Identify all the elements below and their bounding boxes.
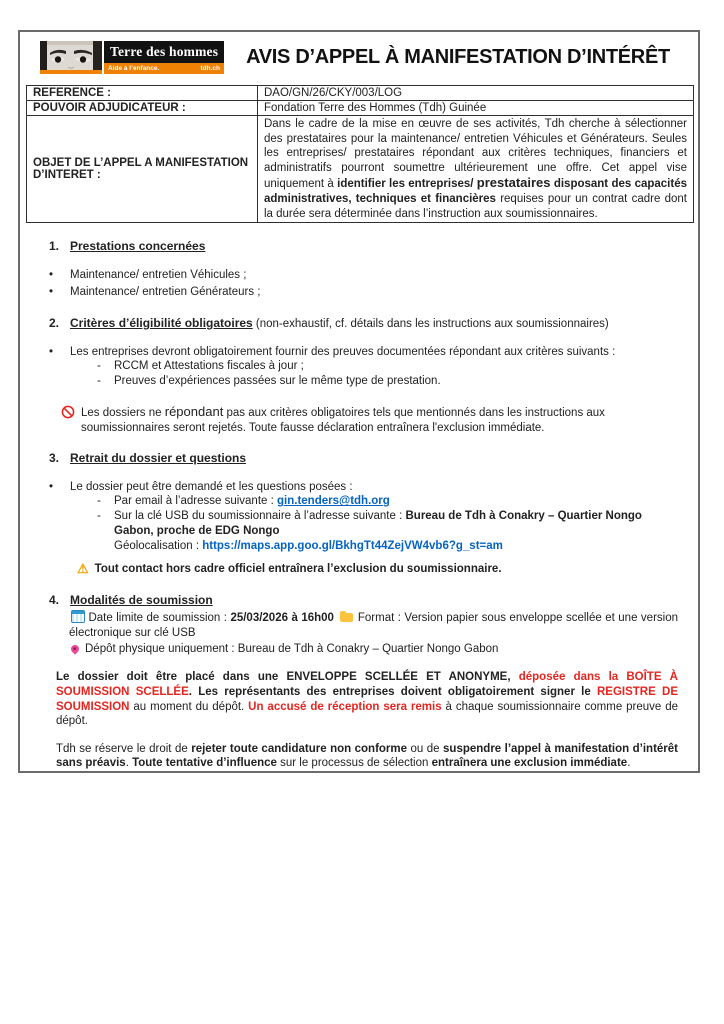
text-run: ,: [507, 671, 519, 684]
text-run: déposée dans la BOÎTE À SOUMISSION SCELLÉE: [56, 671, 678, 699]
text-run: .: [125, 757, 133, 770]
text-run: à chaque soumissionnaire comme preuve de dépôt.: [56, 700, 678, 728]
list-item: [49, 268, 684, 283]
text-run: Date limite de soumission :: [85, 612, 231, 625]
dash-icon: -: [97, 510, 101, 523]
text-run: Sur la clé USB du soumissionnaire à l’adresse suivante :: [114, 510, 406, 523]
text-run: .: [188, 686, 199, 699]
deadline-format-line: [69, 610, 678, 640]
row-value: Fondation Terre des Hommes (Tdh) Guinée: [258, 101, 694, 116]
sub-item-text: RCCM et Attestations fiscales à jour ;: [114, 360, 304, 373]
email-line: [114, 494, 684, 509]
text-run: suspendre l’appel à manifestation d’intérêt sans préavis: [56, 742, 679, 770]
row-label: REFERENCE :: [27, 86, 258, 101]
contact-warning: [77, 562, 684, 577]
envelope-instructions-paragraph: [56, 670, 678, 728]
deposit-line-text: Dépôt physique uniquement : Bureau de Tdh à Conakry – Quartier Nongo Gabon: [85, 642, 499, 655]
brand-box: [104, 41, 224, 74]
bullet-icon: •: [49, 345, 54, 358]
deposit-line: [69, 642, 684, 657]
text-run: Un accusé de réception sera remis: [248, 700, 442, 713]
email-link[interactable]: gin.tenders@tdh.org: [277, 495, 390, 508]
text-run: sur le processus de sélection: [276, 757, 432, 770]
text-run: Format : Version papier sous enveloppe scellée et une version électronique sur clé USB: [69, 612, 679, 640]
text-run: Tdh se réserve le droit de: [56, 742, 192, 755]
list-item: [49, 285, 684, 300]
section-2-heading: [49, 316, 684, 332]
tdh-logo: [40, 41, 224, 74]
section-number: 4.: [49, 592, 60, 607]
sub-list-item: [97, 494, 684, 509]
bullet-text: Maintenance/ entretien Véhicules ;: [70, 268, 247, 281]
text-run: rejeter toute candidature non conforme: [191, 742, 408, 755]
section-title: Critères d’éligibilité obligatoires: [70, 315, 253, 330]
prohibited-icon: [61, 405, 75, 419]
text-run: répondant: [164, 403, 224, 419]
text-run: Dans le cadre de la mise en œuvre de ses activités, Tdh cherche à sélectionner des prestataires pour la maintenance/ entretien Véhicules et Générateurs. Seules les entreprises/ prestataires répondant aux critères techniques, financiers et administratifs pourront soumettre ultérieurement une offre. Cet appel vise uniquement à: [264, 118, 687, 191]
sub-list-item: [97, 374, 684, 389]
logo-tagline: Aide à l’enfance.: [108, 65, 160, 72]
bullet-icon: •: [49, 268, 54, 281]
document-title: AVIS D’APPEL À MANIFESTATION D’INTÉRÊT: [246, 46, 670, 68]
text-run: disposant des capacités administratives, techniques et financières: [264, 178, 687, 205]
bullet-text: Les entreprises devront obligatoirement fournir des preuves documentées répondant aux critères suivants :: [70, 345, 616, 358]
text-run: prestataires: [476, 175, 551, 191]
sub-list-item: [97, 359, 684, 374]
bullet-icon: •: [49, 286, 54, 299]
logo-site: tdh.ch: [200, 65, 220, 72]
bullet-text: Le dossier peut être demandé et les questions posées :: [70, 480, 353, 493]
section-title: Prestations concernées: [70, 239, 206, 254]
rejection-note-text: [81, 404, 667, 435]
child-eyes-icon: [40, 41, 102, 74]
text-run: Géolocalisation :: [114, 539, 203, 552]
document-body: [20, 239, 698, 771]
rights-reservation-paragraph: [56, 742, 678, 771]
contact-warning-text: Tout contact hors cadre officiel entraînera l’exclusion du soumissionnaire.: [94, 563, 502, 576]
section-number: 3.: [49, 451, 60, 466]
text-run: .: [627, 757, 631, 770]
section-4-heading: [49, 593, 684, 608]
text-run: Le dossier doit être placé dans une ENVELOPPE SCELLÉE ET ANONYME: [56, 671, 508, 684]
text-run: Les dossiers ne: [81, 406, 165, 419]
bullet-icon: •: [49, 480, 54, 493]
row-value: DAO/GN/26/CKY/003/LOG: [258, 86, 694, 101]
warning-icon: ⚠: [77, 561, 89, 577]
sub-item-text: Preuves d’expériences passées sur le même type de prestation.: [114, 375, 441, 388]
text-run: ou de: [407, 742, 444, 755]
document-header: [20, 32, 698, 78]
text-run: Toute tentative d’influence: [132, 757, 277, 770]
row-label: POUVOIR ADJUDICATEUR :: [27, 101, 258, 116]
section-number: 2.: [49, 315, 60, 330]
rejection-note: [61, 404, 684, 435]
maps-link[interactable]: https://maps.app.goo.gl/BkhgTt44ZejVW4vb6?g_st=am: [202, 539, 503, 552]
dash-icon: -: [97, 375, 101, 388]
list-item: [49, 345, 684, 360]
section-title: Modalités de soumission: [70, 592, 213, 607]
pin-icon: [69, 643, 80, 654]
row-label: OBJET DE L’APPEL A MANIFESTATION D’INTERET :: [27, 116, 258, 223]
text-run: Bureau de Tdh à Conakry – Quartier Nongo Gabon, proche de EDG Nongo: [114, 510, 642, 537]
section-title-suffix: (non-exhaustif, cf. détails dans les instructions aux soumissionnaires): [252, 317, 609, 330]
section-title: Retrait du dossier et questions: [70, 451, 247, 466]
text-run: pas aux critères obligatoires tels que mentionnés dans les instructions aux soumissionnaires seront rejetés. Toute fausse déclaration entraînera l'exclusion immédiate.: [81, 406, 605, 434]
text-run: requises pour un contrat cadre dont la durée sera déterminée dans l’instruction aux soumissionnaires.: [264, 192, 687, 220]
text-run: 25/03/2026 à 16h00: [230, 612, 334, 625]
dash-icon: -: [97, 495, 101, 508]
section-number: 1.: [49, 239, 60, 254]
info-table: [26, 85, 694, 223]
text-run: identifier les entreprises/: [337, 178, 477, 191]
dash-icon: -: [97, 360, 101, 373]
geolocation-line: [114, 539, 684, 554]
brand-bar: [104, 63, 224, 74]
calendar-icon: [71, 610, 85, 623]
table-row-reference: [27, 86, 694, 101]
text-run: Par email à l’adresse suivante :: [114, 495, 277, 508]
text-run: entraînera une exclusion immédiate: [431, 757, 628, 770]
bullet-text: Maintenance/ entretien Générateurs ;: [70, 286, 261, 299]
text-run: [334, 612, 337, 624]
table-row-objet: [27, 116, 694, 223]
usb-address-line: [114, 509, 684, 538]
sub-list-item: [97, 509, 684, 538]
row-value: [258, 116, 694, 223]
section-1-heading: [49, 239, 684, 254]
section-3-heading: [49, 451, 684, 466]
text-run: REGISTRE DE SOUMISSION: [56, 686, 678, 713]
brand-name: Terre des hommes: [104, 41, 224, 63]
document-frame: [18, 30, 700, 773]
text-run: Les représentants des entreprises doivent obligatoirement signer le: [198, 686, 597, 699]
table-row-pouvoir: [27, 101, 694, 116]
folder-icon: [340, 613, 353, 622]
list-item: [49, 480, 684, 495]
text-run: au moment du dépôt.: [129, 700, 249, 713]
